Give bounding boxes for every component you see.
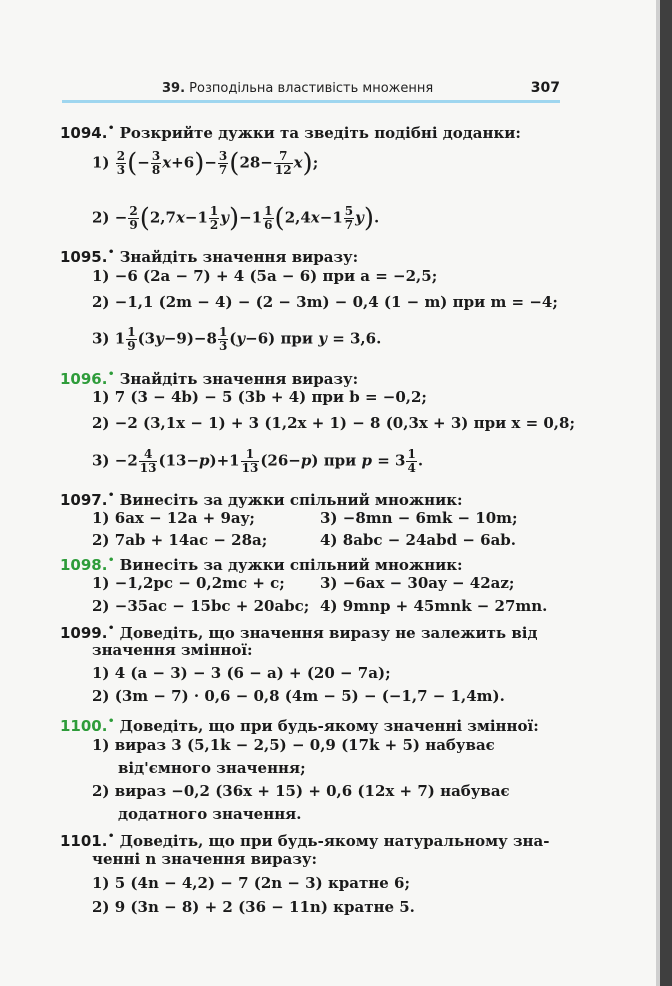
section-heading: 39. Розподільна властивість множення (162, 81, 434, 96)
task-1097-item-1: 1) 6ax − 12a + 9ay; (92, 509, 255, 527)
task-1100-item-2: 2) вираз −0,2 (36x + 15) + 0,6 (12x + 7) набуває (92, 782, 510, 800)
task-1096-item-1: 1) 7 (3 − 4b) − 5 (3b + 4) при b = −0,2; (92, 388, 427, 406)
task-1095-title: 1095.• Знайдіть значення виразу: (60, 244, 359, 266)
header-rule (62, 100, 560, 103)
task-1099-item-1: 1) 4 (a − 3) − 3 (6 − a) + (20 − 7a); (92, 664, 391, 682)
page-edge-shadow (656, 0, 672, 986)
task-1099-title: 1099.• Доведіть, що значення виразу не залежить від (60, 620, 538, 642)
task-1095-item-3: 3) 1 $\frac{1}{9}$ (3y−9)−8 $\frac{1}{3}$ (y−6) при y = 3,6. (92, 325, 382, 353)
page-edge-highlight (656, 0, 660, 986)
task-1099-item-2: 2) (3m − 7) · 0,6 − 0,8 (4m − 5) − (−1,7 − 1,4m). (92, 687, 505, 705)
task-1098-title: 1098.• Винесіть за дужки спільний множник: (60, 552, 463, 574)
task-1101-title-cont: ченні n значення виразу: (92, 850, 318, 868)
task-1097-item-3: 3) −8mn − 6mk − 10m; (320, 509, 518, 527)
task-1096-title: 1096.• Знайдіть значення виразу: (60, 366, 359, 388)
task-1100-item-2-cont: додатного значення. (118, 805, 302, 823)
task-1101-item-1: 1) 5 (4n − 4,2) − 7 (2n − 3) кратне 6; (92, 874, 410, 892)
task-1094-title: 1094.• Розкрийте дужки та зведіть подібні доданки: (60, 120, 521, 142)
task-1095-item-1: 1) −6 (2a − 7) + 4 (5a − 6) при a = −2,5; (92, 267, 438, 285)
task-1098-item-2: 2) −35ac − 15bc + 20abc; (92, 597, 310, 615)
task-1097-item-4: 4) 8abc − 24abd − 6ab. (320, 531, 516, 549)
running-header (62, 78, 560, 102)
task-1096-item-2: 2) −2 (3,1x − 1) + 3 (1,2x + 1) − 8 (0,3x + 3) при x = 0,8; (92, 414, 576, 432)
task-1098-item-3: 3) −6ax − 30ay − 42az; (320, 574, 515, 592)
task-1097-item-2: 2) 7ab + 14ac − 28a; (92, 531, 268, 549)
task-1101-item-2: 2) 9 (3n − 8) + 2 (36 − 11n) кратне 5. (92, 898, 415, 916)
task-1100-title: 1100.• Доведіть, що при будь-якому значенні змінної: (60, 713, 539, 735)
task-1096-item-3: 3) −2 $\frac{4}{13}$ (13−p)+1 $\frac{1}{13}$ (26−p) при p = 3 $\frac{1}{4}$ . (92, 447, 424, 475)
task-1098-item-4: 4) 9mnp + 45mnk − 27mn. (320, 597, 548, 615)
page-number: 307 (530, 80, 560, 96)
task-1101-title: 1101.• Доведіть, що при будь-якому натуральному зна- (60, 828, 550, 850)
task-1100-item-1-cont: від'ємного значення; (118, 759, 306, 777)
task-1095-item-2: 2) −1,1 (2m − 4) − (2 − 3m) − 0,4 (1 − m) при m = −4; (92, 293, 558, 311)
task-1100-item-1: 1) вираз 3 (5,1k − 2,5) − 0,9 (17k + 5) набуває (92, 736, 495, 754)
task-1094-item-2: 2) − $\frac{2}{9}$ (2,7x−1 $\frac{1}{2}$ y)−1 $\frac{1}{6}$ (2,4x−1 $\frac{5}{7}$ y). (92, 203, 380, 234)
task-1099-title-cont: значення змінної: (92, 641, 253, 659)
task-1097-title: 1097.• Винесіть за дужки спільний множник: (60, 487, 463, 509)
task-1094-item-1: 1) $\frac{2}{3}$ (− $\frac{3}{8}$ x+6)− $\frac{3}{7}$ (28− $\frac{7}{12}$ x); (92, 148, 319, 179)
task-1098-item-1: 1) −1,2pc − 0,2mc + c; (92, 574, 285, 592)
